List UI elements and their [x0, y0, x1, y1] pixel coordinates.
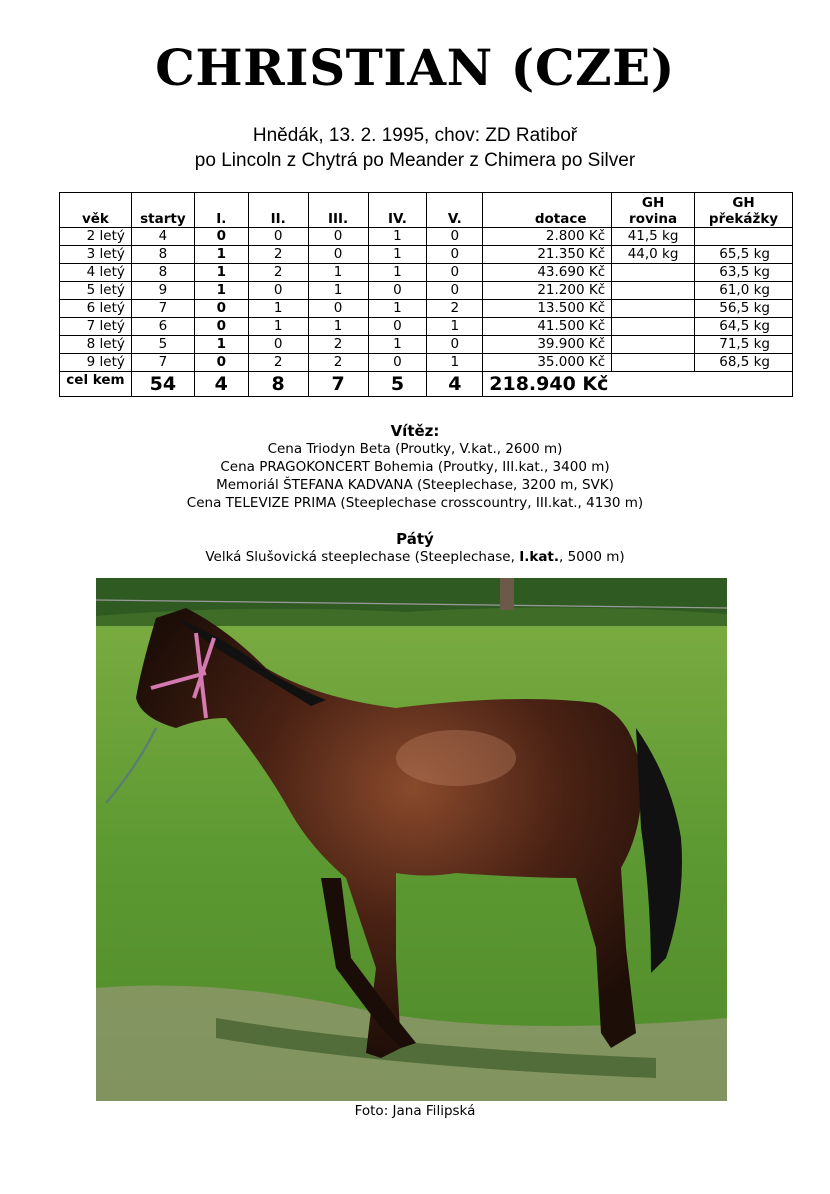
row-place-2: 0	[248, 282, 308, 300]
winner-heading: Vítěz:	[390, 422, 440, 440]
row-place-5: 0	[427, 228, 483, 246]
row-gh-obstacles: 65,5 kg	[695, 246, 793, 264]
table-row	[60, 318, 793, 336]
row-place-5: 0	[427, 264, 483, 282]
row-age: 5 letý	[60, 282, 132, 300]
row-place-3: 0	[308, 228, 368, 246]
header-place-5: V.	[427, 193, 483, 228]
row-place-4: 0	[368, 282, 427, 300]
row-gh-flat	[612, 318, 695, 336]
row-starts: 6	[131, 318, 194, 336]
row-gh-flat: 41,5 kg	[612, 228, 695, 246]
row-place-4: 1	[368, 264, 427, 282]
row-place-1: 0	[194, 354, 248, 372]
total-label: cel kem	[60, 372, 132, 397]
table-row	[60, 264, 793, 282]
row-place-1: 1	[194, 282, 248, 300]
total-place-2: 8	[248, 372, 308, 397]
row-age: 9 letý	[60, 354, 132, 372]
row-place-2: 2	[248, 264, 308, 282]
row-money: 21.350 Kč	[483, 246, 612, 264]
row-money: 41.500 Kč	[483, 318, 612, 336]
table-total-row	[60, 372, 793, 397]
row-place-1: 1	[194, 336, 248, 354]
row-gh-flat: 44,0 kg	[612, 246, 695, 264]
row-starts: 8	[131, 246, 194, 264]
row-place-1: 0	[194, 228, 248, 246]
row-place-3: 0	[308, 246, 368, 264]
table-row	[60, 282, 793, 300]
header-place-2: II.	[248, 193, 308, 228]
photo-caption: Foto: Jana Filipská	[354, 1103, 476, 1119]
row-place-1: 1	[194, 264, 248, 282]
row-place-5: 0	[427, 246, 483, 264]
table-row	[60, 300, 793, 318]
header-place-1: I.	[194, 193, 248, 228]
header-gh-obstacles: GH překážky	[695, 193, 793, 228]
row-gh-obstacles: 68,5 kg	[695, 354, 793, 372]
row-gh-obstacles: 56,5 kg	[695, 300, 793, 318]
row-age: 4 letý	[60, 264, 132, 282]
row-age: 7 letý	[60, 318, 132, 336]
table-row	[60, 246, 793, 264]
total-place-3: 7	[308, 372, 368, 397]
row-place-3: 1	[308, 282, 368, 300]
row-place-5: 0	[427, 336, 483, 354]
row-place-3: 2	[308, 336, 368, 354]
row-gh-flat	[612, 336, 695, 354]
header-place-3: III.	[308, 193, 368, 228]
total-money: 218.940 Kč	[483, 372, 793, 397]
total-place-1: 4	[194, 372, 248, 397]
row-gh-flat	[612, 282, 695, 300]
fifth-heading: Pátý	[396, 530, 434, 548]
row-place-4: 0	[368, 318, 427, 336]
row-place-4: 0	[368, 354, 427, 372]
row-starts: 9	[131, 282, 194, 300]
table-row	[60, 228, 793, 246]
winner-race-line: Cena TELEVIZE PRIMA (Steeplechase crosscountry, III.kat., 4130 m)	[186, 495, 644, 511]
total-place-5: 4	[427, 372, 483, 397]
row-money: 39.900 Kč	[483, 336, 612, 354]
row-gh-obstacles: 63,5 kg	[695, 264, 793, 282]
row-money: 13.500 Kč	[483, 300, 612, 318]
horse-photo	[96, 578, 727, 1101]
row-money: 43.690 Kč	[483, 264, 612, 282]
row-place-2: 0	[248, 228, 308, 246]
horse-info-line: Hnědák, 13. 2. 1995, chov: ZD Ratiboř	[252, 125, 578, 146]
row-gh-obstacles: 64,5 kg	[695, 318, 793, 336]
row-place-4: 1	[368, 228, 427, 246]
row-age: 3 letý	[60, 246, 132, 264]
row-place-5: 2	[427, 300, 483, 318]
row-money: 35.000 Kč	[483, 354, 612, 372]
row-place-2: 2	[248, 246, 308, 264]
fifth-race-line: Velká Slušovická steeplechase (Steeplechase, I.kat., 5000 m)	[205, 549, 625, 565]
table-header-row	[60, 193, 793, 228]
row-gh-obstacles	[695, 228, 793, 246]
row-money: 21.200 Kč	[483, 282, 612, 300]
row-gh-flat	[612, 264, 695, 282]
header-age: věk	[60, 193, 132, 228]
row-place-4: 1	[368, 336, 427, 354]
row-place-2: 1	[248, 300, 308, 318]
row-place-2: 2	[248, 354, 308, 372]
row-starts: 5	[131, 336, 194, 354]
row-gh-obstacles: 71,5 kg	[695, 336, 793, 354]
row-gh-obstacles: 61,0 kg	[695, 282, 793, 300]
row-place-5: 0	[427, 282, 483, 300]
row-age: 2 letý	[60, 228, 132, 246]
winner-race-line: Memoriál ŠTEFANA KADVANA (Steeplechase, 3200 m, SVK)	[216, 477, 614, 493]
row-place-4: 1	[368, 300, 427, 318]
row-place-2: 0	[248, 336, 308, 354]
row-place-3: 1	[308, 318, 368, 336]
race-stats-table	[59, 192, 793, 397]
row-place-3: 1	[308, 264, 368, 282]
row-place-3: 2	[308, 354, 368, 372]
pedigree-line: po Lincoln z Chytrá po Meander z Chimera po Silver	[194, 150, 636, 171]
row-starts: 8	[131, 264, 194, 282]
row-place-5: 1	[427, 318, 483, 336]
row-gh-flat	[612, 300, 695, 318]
row-starts: 7	[131, 354, 194, 372]
header-money: dotace	[483, 193, 612, 228]
row-place-1: 0	[194, 318, 248, 336]
total-place-4: 5	[368, 372, 427, 397]
row-age: 6 letý	[60, 300, 132, 318]
row-age: 8 letý	[60, 336, 132, 354]
row-place-4: 1	[368, 246, 427, 264]
header-gh-flat: GH rovina	[612, 193, 695, 228]
row-place-2: 1	[248, 318, 308, 336]
header-place-4: IV.	[368, 193, 427, 228]
row-starts: 7	[131, 300, 194, 318]
header-starts: starty	[131, 193, 194, 228]
horse-name-title: CHRISTIAN (CZE)	[155, 38, 675, 97]
row-money: 2.800 Kč	[483, 228, 612, 246]
winner-race-line: Cena PRAGOKONCERT Bohemia (Proutky, III.kat., 3400 m)	[220, 459, 610, 475]
row-place-5: 1	[427, 354, 483, 372]
row-gh-flat	[612, 354, 695, 372]
table-row	[60, 336, 793, 354]
table-row	[60, 354, 793, 372]
row-place-3: 0	[308, 300, 368, 318]
row-place-1: 1	[194, 246, 248, 264]
total-starts: 54	[131, 372, 194, 397]
row-place-1: 0	[194, 300, 248, 318]
row-starts: 4	[131, 228, 194, 246]
winner-race-line: Cena Triodyn Beta (Proutky, V.kat., 2600 m)	[267, 441, 563, 457]
